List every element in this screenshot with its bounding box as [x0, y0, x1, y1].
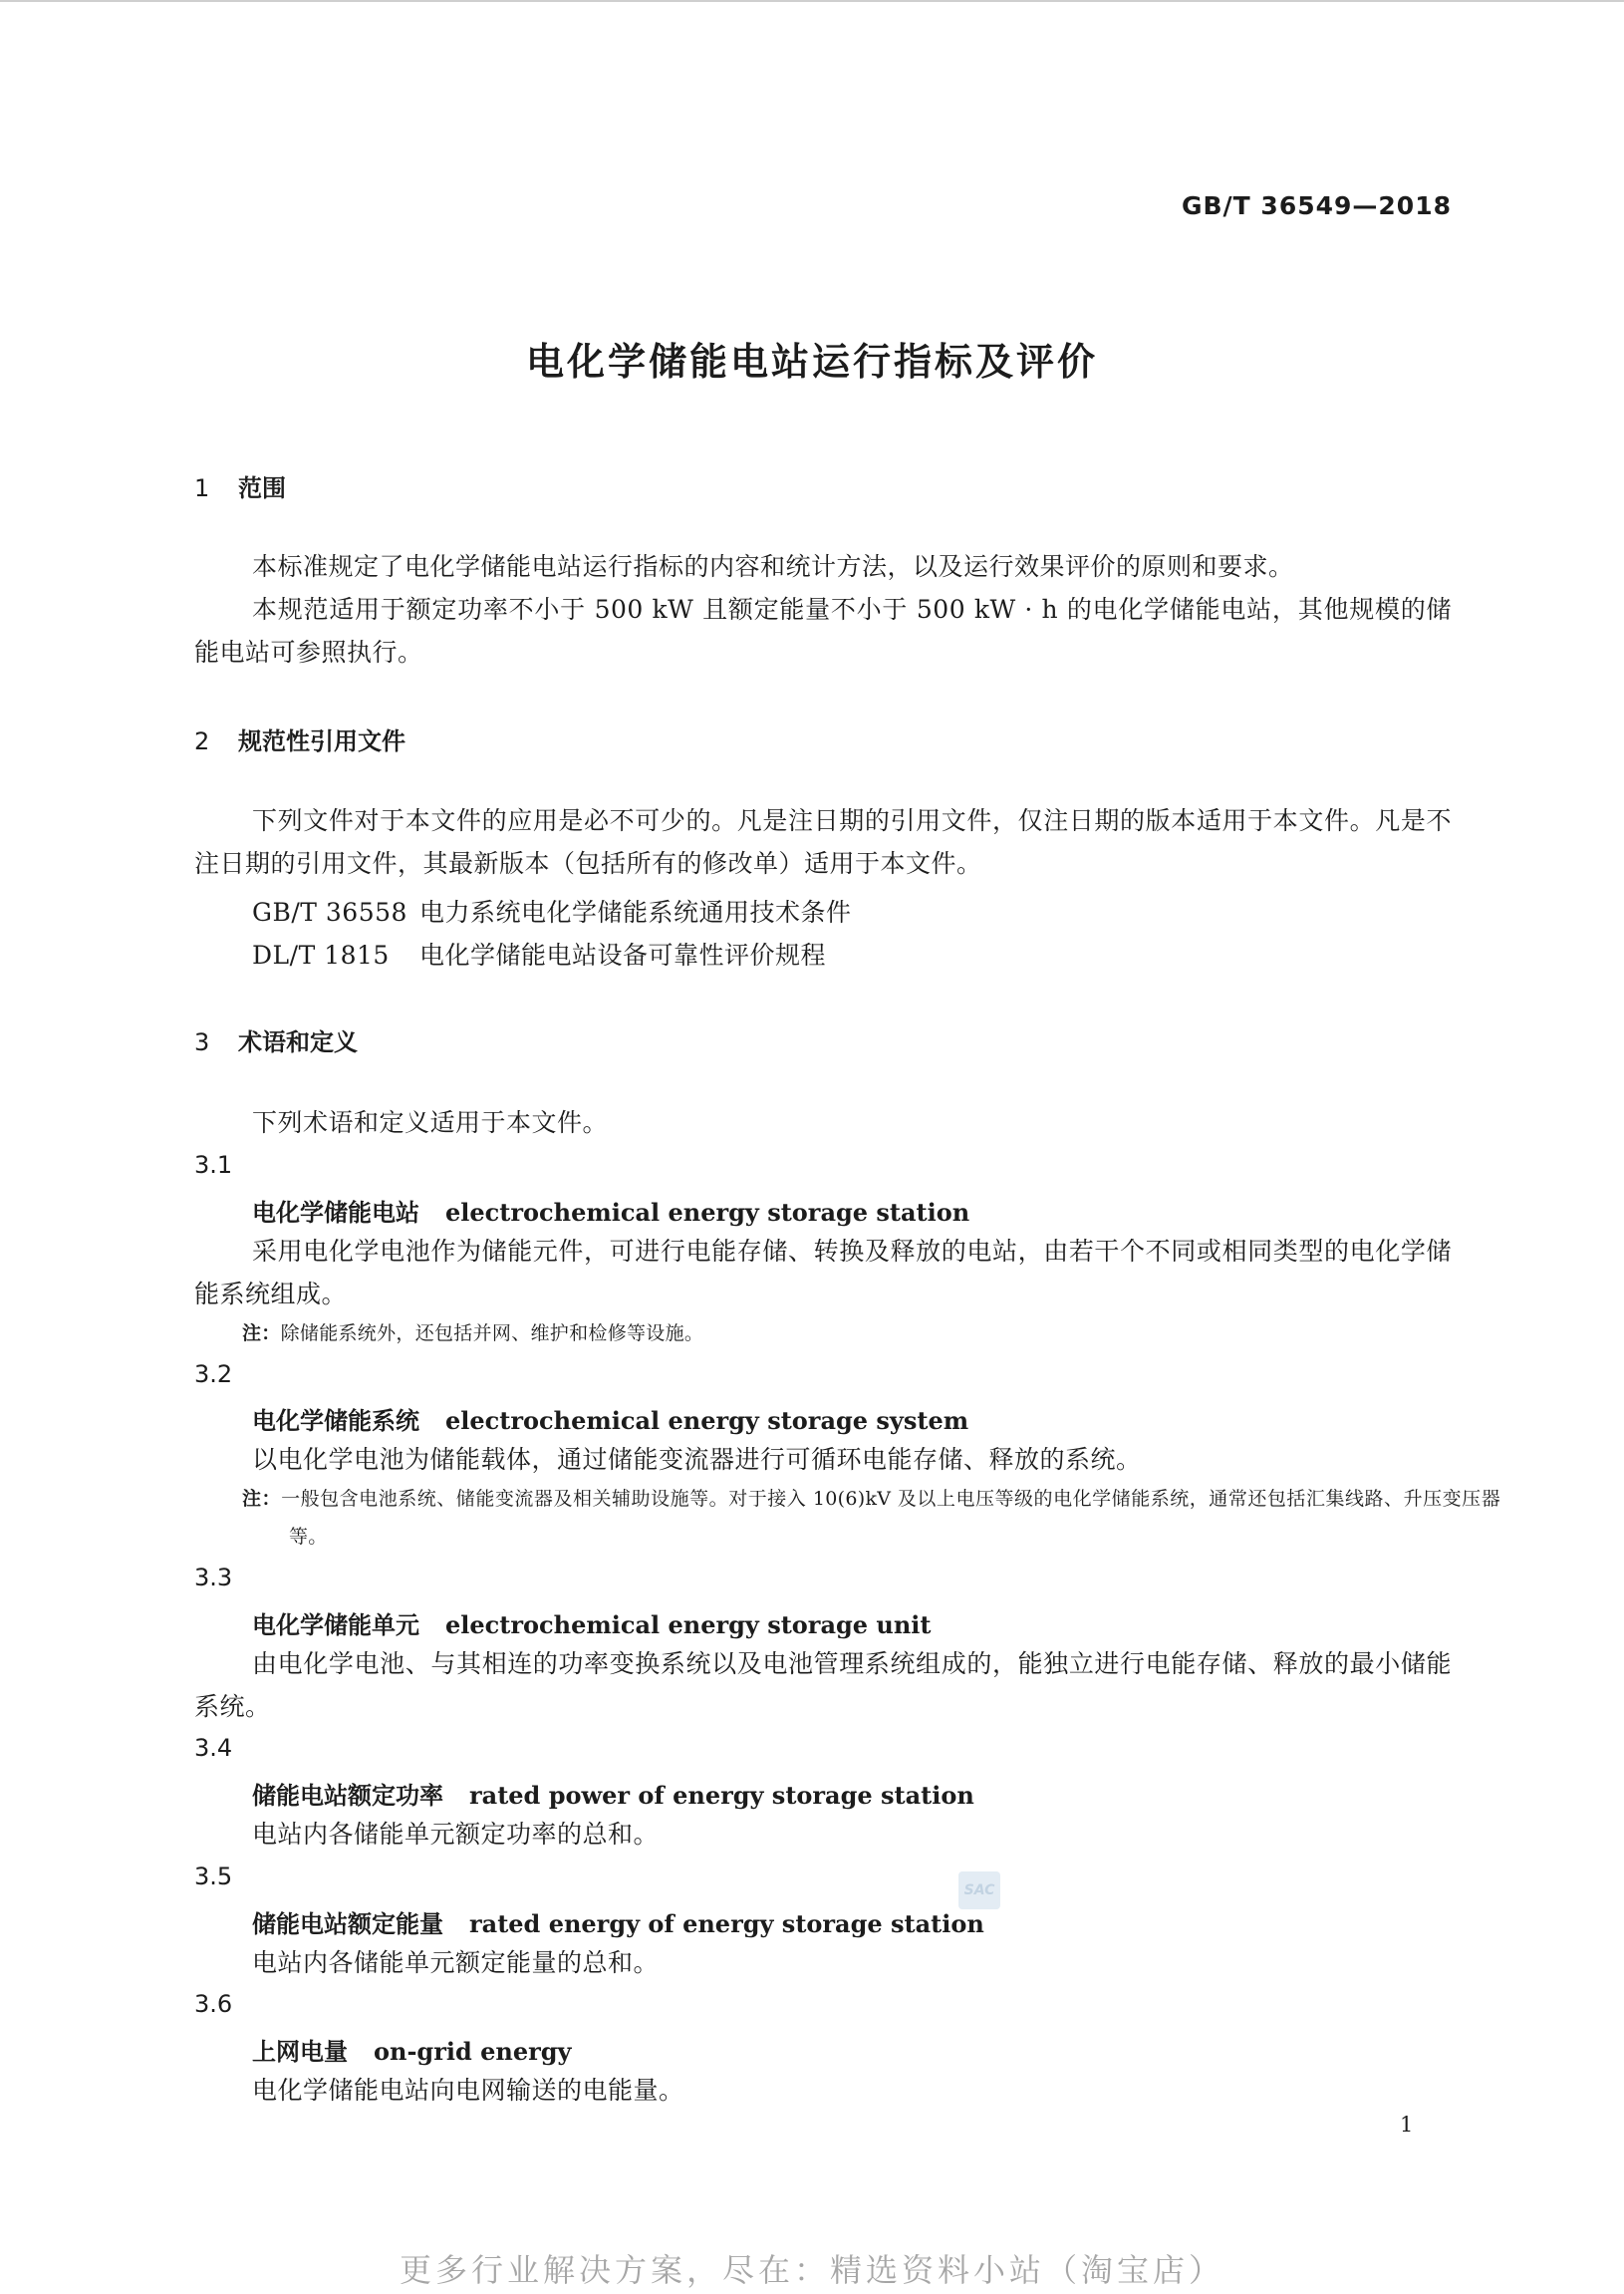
term-definition: 电站内各储能单元额定功率的总和。 — [252, 1820, 660, 1849]
term-english: rated power of energy storage station — [469, 1781, 974, 1810]
section-1-paragraph-1: 本标准规定了电化学储能电站运行指标的内容和统计方法，以及运行效果评价的原则和要求。 — [252, 552, 1294, 581]
term-english: electrochemical energy storage system — [445, 1406, 969, 1435]
term-chinese: 电化学储能单元 — [252, 1611, 419, 1639]
term-chinese: 电化学储能电站 — [252, 1199, 419, 1227]
term-definition: 电站内各储能单元额定能量的总和。 — [252, 1948, 660, 1977]
term-heading — [252, 1776, 974, 1811]
term-note — [242, 1480, 1500, 1556]
section-2-paragraph: 下列文件对于本文件的应用是必不可少的。凡是注日期的引用文件，仅注日期的版本适用于本文件。凡是不注日期的引用文件，其最新版本（包括所有的修改单）适用于本文件。 — [194, 806, 1452, 878]
normative-reference-1 — [252, 893, 852, 929]
term-english: rated energy of energy storage station — [469, 1909, 984, 1938]
section-title: 术语和定义 — [238, 1028, 358, 1056]
reference-code: DL/T 1815 — [252, 941, 390, 970]
section-3-heading — [194, 1022, 358, 1057]
section-number: 2 — [194, 727, 210, 755]
page-number: 1 — [1400, 2113, 1414, 2137]
section-3-intro: 下列术语和定义适用于本文件。 — [252, 1108, 609, 1137]
term-heading — [252, 1605, 932, 1640]
note-text: 一般包含电池系统、储能变流器及相关辅助设施等。对于接入 10(6)kV 及以上电压等级的电化学储能系统，通常还包括汇集线路、升压变压器等。 — [281, 1488, 1500, 1548]
note-label: 注： — [242, 1488, 282, 1510]
term-english: on-grid energy — [374, 2037, 572, 2066]
section-2-heading — [194, 721, 406, 756]
term-heading — [252, 1193, 969, 1228]
term-number: 3.1 — [194, 1151, 233, 1179]
note-text: 除储能系统外，还包括并网、维护和检修等设施。 — [280, 1322, 704, 1344]
term-number: 3.6 — [194, 1990, 233, 2018]
term-number: 3.5 — [194, 1863, 233, 1890]
term-note — [242, 1314, 1500, 1352]
section-number: 3 — [194, 1028, 210, 1056]
term-number: 3.3 — [194, 1564, 233, 1591]
term-heading — [252, 1401, 968, 1436]
term-english: electrochemical energy storage station — [445, 1198, 970, 1227]
footer-banner: 更多行业解决方案，尽在：精选资料小站（淘宝店） — [399, 2251, 1224, 2289]
term-number: 3.4 — [194, 1734, 233, 1762]
term-chinese: 储能电站额定能量 — [252, 1910, 443, 1938]
reference-title: 电化学储能电站设备可靠性评价规程 — [419, 941, 827, 970]
section-1-heading — [194, 468, 286, 503]
term-heading — [252, 2032, 571, 2067]
term-heading — [252, 1904, 984, 1939]
term-number: 3.2 — [194, 1360, 233, 1388]
top-border — [0, 0, 1624, 2]
term-chinese: 储能电站额定功率 — [252, 1782, 443, 1810]
normative-reference-2 — [252, 936, 826, 972]
reference-title: 电力系统电化学储能系统通用技术条件 — [419, 898, 852, 927]
term-definition: 由电化学电池、与其相连的功率变换系统以及电池管理系统组成的，能独立进行电能存储、释放的最小储能系统。 — [194, 1649, 1452, 1721]
term-english: electrochemical energy storage unit — [445, 1610, 932, 1639]
document-title: 电化学储能电站运行指标及评价 — [525, 340, 1098, 384]
term-chinese: 电化学储能系统 — [252, 1407, 419, 1435]
note-label: 注： — [242, 1322, 281, 1344]
section-title: 规范性引用文件 — [238, 727, 406, 755]
section-1-paragraph-2: 本规范适用于额定功率不小于 500 kW 且额定能量不小于 500 kW · h 的电化学储能电站，其他规模的储能电站可参照执行。 — [194, 595, 1452, 667]
section-number: 1 — [194, 474, 210, 502]
term-definition: 采用电化学电池作为储能元件，可进行电能存储、转换及释放的电站，由若干个不同或相同类型的电化学储能系统组成。 — [194, 1237, 1452, 1308]
sac-watermark: SAC — [958, 1871, 1000, 1909]
standard-code: GB/T 36549—2018 — [1181, 191, 1452, 220]
term-chinese: 上网电量 — [252, 2038, 348, 2066]
section-title: 范围 — [238, 474, 286, 502]
term-definition: 以电化学电池为储能载体，通过储能变流器进行可循环电能存储、释放的系统。 — [252, 1445, 1142, 1474]
reference-code: GB/T 36558 — [252, 898, 407, 927]
term-definition: 电化学储能电站向电网输送的电能量。 — [252, 2076, 684, 2105]
